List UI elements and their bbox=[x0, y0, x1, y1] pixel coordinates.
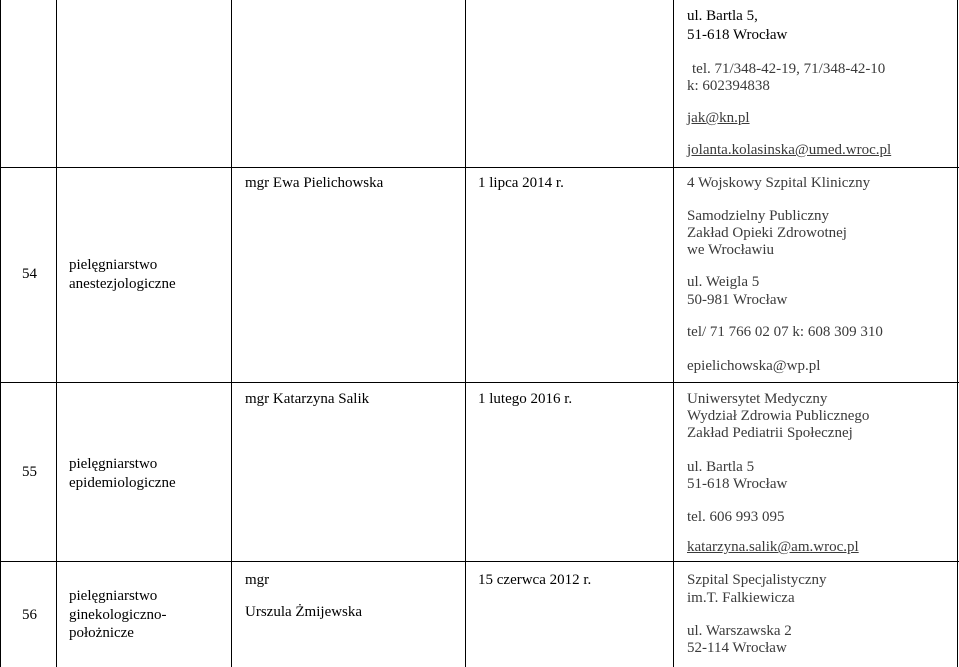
date: 15 czerwca 2012 r. bbox=[478, 572, 592, 588]
specialty-line: pielęgniarstwo bbox=[69, 456, 158, 472]
address-line: 4 Wojskowy Szpital Kliniczny bbox=[687, 175, 871, 191]
column-divider-5 bbox=[673, 0, 674, 667]
phone-line: tel. 71/348-42-19, 71/348-42-10 bbox=[692, 61, 886, 77]
address-line: Samodzielny Publiczny bbox=[687, 208, 830, 224]
address-line: 51-618 Wrocław bbox=[687, 476, 788, 492]
person-name: mgr Ewa Pielichowska bbox=[245, 175, 384, 191]
address-line: 51-618 Wrocław bbox=[687, 27, 788, 43]
specialty-line: pielęgniarstwo bbox=[69, 588, 158, 604]
row-number: 54 bbox=[22, 266, 37, 282]
address-line: ul. Bartla 5, bbox=[687, 8, 758, 24]
address-line: ul. Weigla 5 bbox=[687, 274, 760, 290]
address-line: im.T. Falkiewicza bbox=[687, 590, 795, 606]
row-divider-2 bbox=[0, 382, 959, 383]
specialty-line: ginekologiczno- bbox=[69, 607, 167, 623]
address-line: ul. Bartla 5 bbox=[687, 459, 755, 475]
column-divider-6 bbox=[957, 0, 958, 667]
address-line: we Wrocławiu bbox=[687, 242, 775, 258]
address-line: Szpital Specjalistyczny bbox=[687, 572, 827, 588]
address-line: Zakład Pediatrii Społecznej bbox=[687, 425, 853, 441]
person-name: mgr Katarzyna Salik bbox=[245, 391, 370, 407]
email-link[interactable]: katarzyna.salik@am.wroc.pl bbox=[687, 539, 859, 555]
column-divider-2 bbox=[56, 0, 57, 667]
address-line: 50-981 Wrocław bbox=[687, 292, 788, 308]
column-divider-3 bbox=[231, 0, 232, 667]
email-link[interactable]: jak@kn.pl bbox=[687, 110, 750, 126]
address-line: Uniwersytet Medyczny bbox=[687, 391, 828, 407]
row-divider-3 bbox=[0, 561, 959, 562]
person-title: mgr bbox=[245, 572, 270, 588]
person-name: Urszula Żmijewska bbox=[245, 604, 363, 620]
row-number: 56 bbox=[22, 607, 37, 623]
phone-line: tel/ 71 766 02 07 k: 608 309 310 bbox=[687, 324, 883, 340]
specialty-line: położnicze bbox=[69, 625, 134, 641]
phone-line: k: 602394838 bbox=[687, 78, 770, 94]
row-number: 55 bbox=[22, 464, 37, 480]
phone-line: tel. 606 993 095 bbox=[687, 509, 785, 525]
date: 1 lutego 2016 r. bbox=[478, 391, 573, 407]
email-link[interactable]: jolanta.kolasinska@umed.wroc.pl bbox=[687, 142, 892, 158]
address-line: 52-114 Wrocław bbox=[687, 640, 787, 656]
column-divider-4 bbox=[465, 0, 466, 667]
specialty-line: pielęgniarstwo bbox=[69, 257, 158, 273]
address-line: ul. Warszawska 2 bbox=[687, 623, 792, 639]
column-divider-1 bbox=[0, 0, 1, 667]
address-line: Wydział Zdrowia Publicznego bbox=[687, 408, 870, 424]
email-link[interactable]: epielichowska@wp.pl bbox=[687, 358, 821, 374]
specialty-line: epidemiologiczne bbox=[69, 475, 176, 491]
row-divider-1 bbox=[0, 167, 959, 168]
specialty-line: anestezjologiczne bbox=[69, 276, 176, 292]
date: 1 lipca 2014 r. bbox=[478, 175, 564, 191]
address-line: Zakład Opieki Zdrowotnej bbox=[687, 225, 847, 241]
